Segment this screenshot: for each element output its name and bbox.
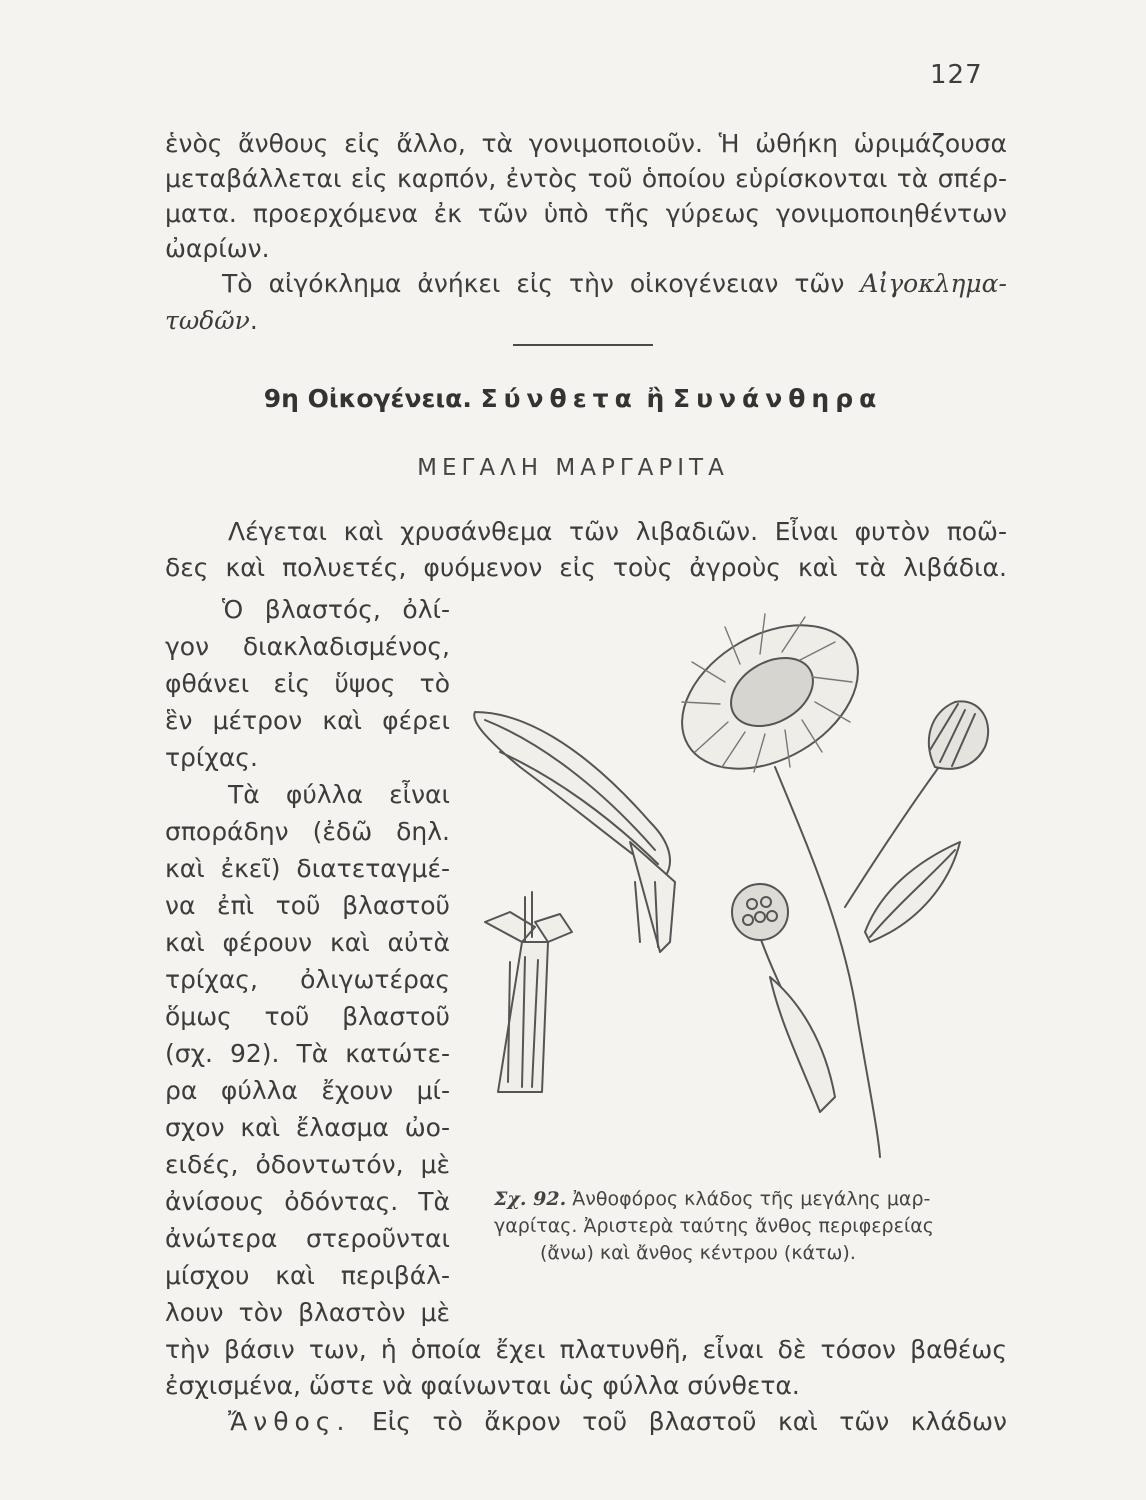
- family-number: 9η Οἰκογένεια.: [263, 384, 472, 413]
- column-line: Τὰ φύλλα εἶναι: [228, 780, 450, 809]
- column-line: ἓν μέτρον καὶ φέρει: [165, 706, 450, 735]
- column-line: λουν τὸν βλαστὸν μὲ: [165, 1298, 450, 1327]
- text-line: Λέγεται καὶ χρυσάνθεμα τῶν λιβαδιῶν. Εἶναι φυτὸν ποῶ-: [228, 517, 1007, 546]
- family-name-2: Συνάνθηρα: [673, 384, 883, 413]
- column-line: να ἐπὶ τοῦ βλαστοῦ: [165, 891, 450, 920]
- column-line: γον διακλαδισμένος,: [165, 632, 450, 661]
- column-line: (σχ. 92). Τὰ κατώτε-: [165, 1039, 450, 1068]
- figure-label: Σχ. 92.: [494, 1188, 567, 1210]
- text-line: τὴν βάσιν των, ἡ ὁποία ἔχει πλατυνθῆ, εἶναι δὲ τόσον βαθέως: [165, 1335, 1007, 1364]
- family-name-italic-end: τωδῶν: [165, 306, 250, 335]
- column-line: φθάνει εἰς ὕψος τὸ: [165, 669, 450, 698]
- column-line: καὶ φέρουν καὶ αὐτὰ: [165, 928, 450, 957]
- family-name-1: Σύνθετα: [480, 384, 638, 413]
- figure-caption-line3: (ἄνω) καὶ ἄνθος κέντρου (κάτω).: [540, 1242, 856, 1264]
- family-sentence-line-2: [165, 305, 258, 337]
- figure-caption-line2: γαρίτας. Ἀριστερὰ ταύτης ἄνθος περιφερείας: [494, 1215, 934, 1237]
- family-heading: [0, 384, 1146, 413]
- period: .: [249, 306, 258, 335]
- text-line: ἑνὸς ἄνθους εἰς ἄλλο, τὰ γονιμοποιοῦν. Ἡ ὠθήκη ὡριμάζουσα: [165, 129, 1007, 158]
- section-word: Ἄνθος.: [228, 1407, 351, 1436]
- family-sentence-text: Τὸ αἰγόκλημα ἀνήκει εἰς τὴν οἰκογένειαν τῶν: [222, 269, 861, 298]
- text-line: ἐσχισμένα, ὥστε νὰ φαίνωνται ὡς φύλλα σύνθετα.: [165, 1371, 800, 1400]
- column-line: καὶ ἐκεῖ) διατεταγμέ-: [165, 854, 450, 883]
- column-line: ἀνώτερα στεροῦνται: [165, 1224, 450, 1253]
- page-number: 127: [930, 60, 983, 90]
- column-line: σποράδην (ἐδῶ δηλ.: [165, 817, 450, 846]
- family-name-italic: Αἰγοκλημα-: [860, 269, 1007, 298]
- plant-heading: ΜΕΓΑΛΗ ΜΑΡΓΑΡΙΤΑ: [417, 455, 729, 481]
- last-line: [228, 1406, 1007, 1438]
- caption-text: Ἀνθοφόρος κλάδος τῆς μεγάλης μαρ-: [572, 1188, 931, 1210]
- column-line: ειδές, ὀδοντωτόν, μὲ: [165, 1150, 450, 1179]
- text-line: δες καὶ πολυετές, φυόμενον εἰς τοὺς ἀγροὺς καὶ τὰ λιβάδια.: [165, 553, 1007, 582]
- column-line: ὅμως τοῦ βλαστοῦ: [165, 1002, 450, 1031]
- text-line: ματα. προερχόμενα ἐκ τῶν ὑπὸ τῆς γύρεως γονιμοποιηθέντων: [165, 199, 1007, 228]
- family-conjunction: ἢ: [646, 384, 665, 413]
- text-line: μεταβάλλεται εἰς καρπόν, ἐντὸς τοῦ ὁποίου εὑρίσκονται τὰ σπέρ-: [165, 164, 1007, 193]
- column-line: τρίχας.: [165, 743, 258, 772]
- column-line: ἀνίσους ὀδόντας. Τὰ: [165, 1187, 450, 1216]
- column-line: τρίχας, ὀλιγωτέρας: [165, 965, 450, 994]
- daisy-illustration: [460, 592, 1000, 1172]
- section-divider: [513, 344, 653, 346]
- column-line: μίσχου καὶ περιβάλ-: [165, 1261, 450, 1290]
- text-line: ὠαρίων.: [165, 234, 270, 263]
- family-sentence-line: [222, 268, 1007, 300]
- column-line: ρα φύλλα ἔχουν μί-: [165, 1076, 450, 1105]
- column-line: Ὁ βλαστός, ὀλί-: [222, 595, 450, 624]
- figure-caption-line1: [494, 1186, 930, 1213]
- last-line-text: Εἰς τὸ ἄκρον τοῦ βλαστοῦ καὶ τῶν κλάδων: [371, 1407, 1007, 1436]
- column-line: σχον καὶ ἔλασμα ὠο-: [165, 1113, 450, 1142]
